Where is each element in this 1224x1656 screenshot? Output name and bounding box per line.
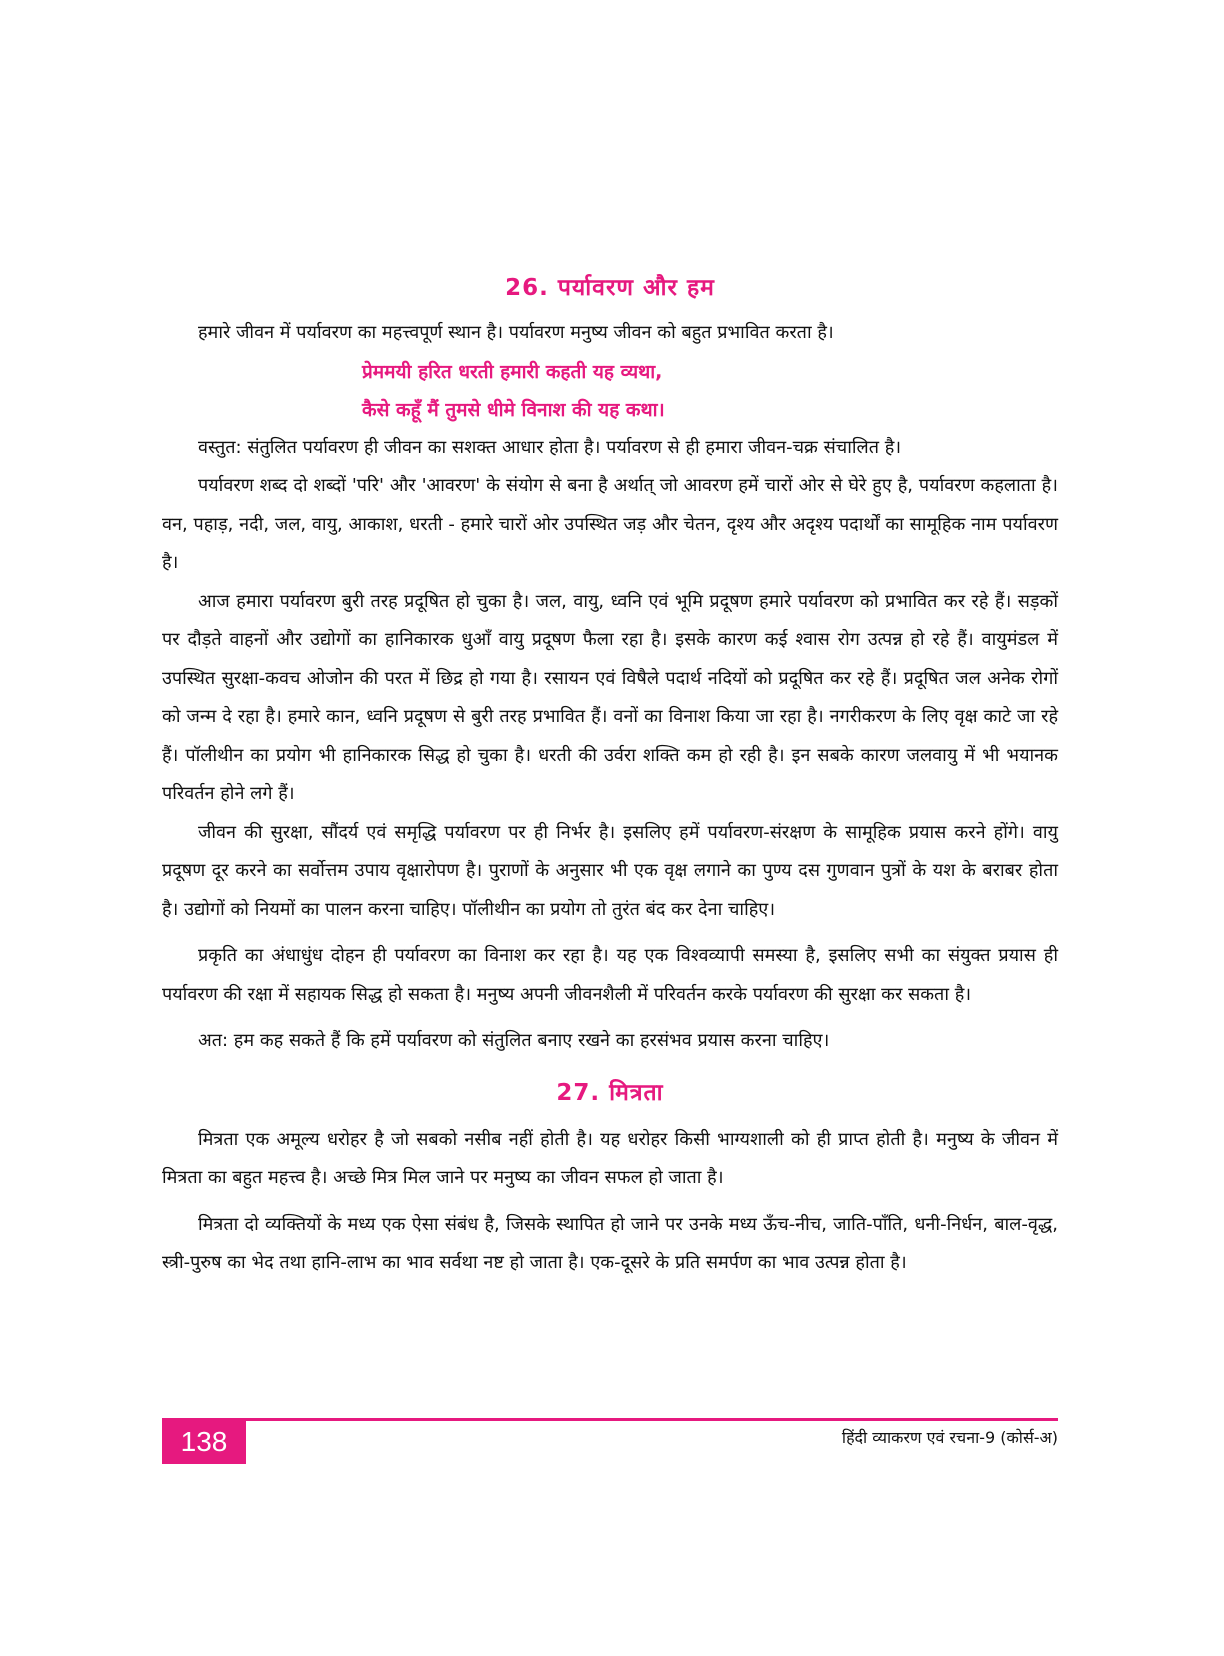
page-content xyxy=(162,270,1058,1283)
paragraph: मित्रता एक अमूल्य धरोहर है जो सबको नसीब नहीं होती है। यह धरोहर किसी भाग्यशाली को ही प्राप्त होती है। मनुष्य के जीवन में मित्रता का बहुत महत्त्व है। अच्छे मित्र मिल जाने पर मनुष्य का जीवन सफल हो जाता है। xyxy=(162,1128,1058,1188)
verse-line-1: प्रेममयी हरित धरती हमारी कहती यह व्यथा, xyxy=(362,360,663,383)
paragraph: आज हमारा पर्यावरण बुरी तरह प्रदूषित हो चुका है। जल, वायु, ध्वनि एवं भूमि प्रदूषण हमारे पर्यावरण को प्रभावित कर रहे हैं। सड़कों पर दौड़ते वाहनों और उद्योगों का हानिकारक धुआँ वायु प्रदूषण फैला रहा है। इसके कारण कई श्वास रोग उत्पन्न हो रहे हैं। वायुमंडल में उपस्थित सुरक्षा-कवच ओजोन की परत में छिद्र हो गया है। रसायन एवं विषैले पदार्थ नदियों को प्रदूषित कर रहे हैं। प्रदूषित जल अनेक रोगों को जन्म दे रहा है। हमारे कान, ध्वनि प्रदूषण से बुरी तरह प्रभावित हैं। वनों का विनाश किया जा रहा है। नगरीकरण के लिए वृक्ष काटे जा रहे हैं। पॉलीथीन का प्रयोग भी हानिकारक सिद्ध हो चुका है। धरती की उर्वरा शक्ति कम हो रही है। इन सबके कारण जलवायु में भी भयानक परिवर्तन होने लगे हैं। xyxy=(162,590,1058,804)
verse-line-2: कैसे कहूँ मैं तुमसे धीमे विनाश की यह कथा। xyxy=(362,398,665,421)
paragraph-intro: हमारे जीवन में पर्यावरण का महत्त्वपूर्ण स्थान है। पर्यावरण मनुष्य जीवन को बहुत प्रभावित करता है। xyxy=(198,322,834,343)
section-title-friendship: 27. मित्रता xyxy=(556,1079,664,1106)
paragraph: पर्यावरण शब्द दो शब्दों 'परि' और 'आवरण' के संयोग से बना है अर्थात् जो आवरण हमें चारों ओर से घेरे हुए है, पर्यावरण कहलाता है। वन, पहाड़, नदी, जल, वायु, आकाश, धरती - हमारे चारों ओर उपस्थित जड़ और चेतन, दृश्य और अदृश्य पदार्थों का सामूहिक नाम पर्यावरण है। xyxy=(162,475,1058,573)
paragraph: वस्तुत: संतुलित पर्यावरण ही जीवन का सशक्त आधार होता है। पर्यावरण से ही हमारा जीवन-चक्र संचालित है। xyxy=(198,436,902,458)
page-number: 138 xyxy=(162,1420,246,1464)
paragraph: प्रकृति का अंधाधुंध दोहन ही पर्यावरण का विनाश कर रहा है। यह एक विश्वव्यापी समस्या है, इसलिए सभी का संयुक्त प्रयास ही पर्यावरण की रक्षा में सहायक सिद्ध हो सकता है। मनुष्य अपनी जीवनशैली में परिवर्तन करके पर्यावरण की सुरक्षा कर सकता है। xyxy=(162,945,1058,1005)
paragraph: अत: हम कह सकते हैं कि हमें पर्यावरण को संतुलित बनाए रखने का हरसंभव प्रयास करना चाहिए। xyxy=(198,1030,830,1051)
paragraph: मित्रता दो व्यक्तियों के मध्य एक ऐसा संबंध है, जिसके स्थापित हो जाने पर उनके मध्य ऊँच-नीच, जाति-पाँति, धनी-निर्धन, बाल-वृद्ध, स्त्री-पुरुष का भेद तथा हानि-लाभ का भाव सर्वथा नष्ट हो जाता है। एक-दूसरे के प्रति समर्पण का भाव उत्पन्न होता है। xyxy=(162,1213,1058,1273)
paragraph: जीवन की सुरक्षा, सौंदर्य एवं समृद्धि पर्यावरण पर ही निर्भर है। इसलिए हमें पर्यावरण-संरक्षण के सामूहिक प्रयास करने होंगे। वायु प्रदूषण दूर करने का सर्वोत्तम उपाय वृक्षारोपण है। पुराणों के अनुसार भी एक वृक्ष लगाने का पुण्य दस गुणवान पुत्रों के यश के बराबर होता है। उद्योगों को नियमों का पालन करना चाहिए। पॉलीथीन का प्रयोग तो तुरंत बंद कर देना चाहिए। xyxy=(162,821,1058,920)
footer-divider xyxy=(162,1418,1058,1421)
book-title: हिंदी व्याकरण एवं रचना-9 (कोर्स-अ) xyxy=(841,1428,1058,1447)
section-title-environment: 26. पर्यावरण और हम xyxy=(505,275,715,301)
